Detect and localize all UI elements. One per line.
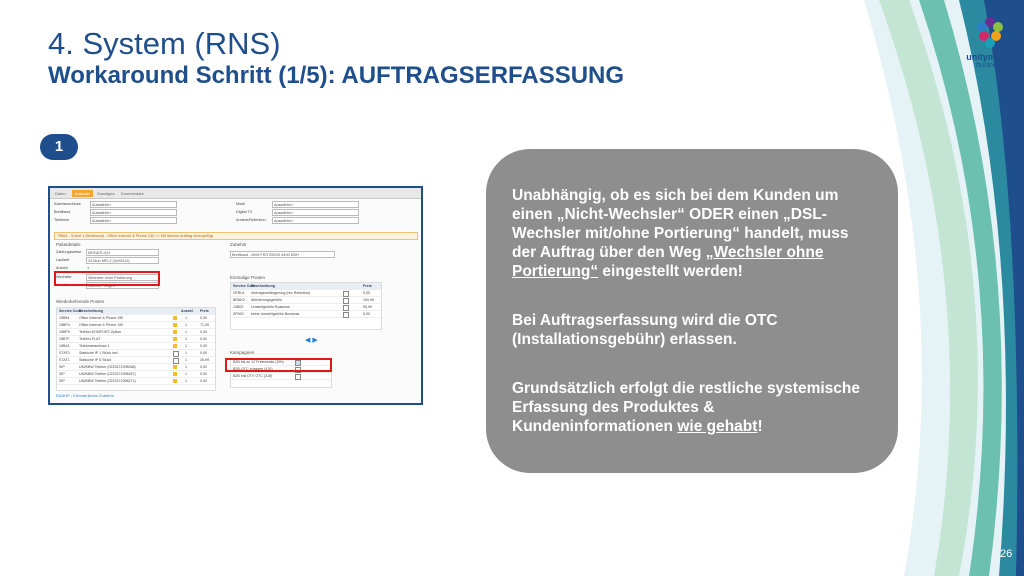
bubble-paragraph-2: Bei Auftragserfassung wird die OTC (Installationsgebühr) erlassen.: [512, 312, 778, 348]
highlight-wechsler: [54, 271, 160, 286]
field-andere-retention[interactable]: Andere/Retention Auswählen: [236, 217, 361, 223]
row-checkbox[interactable]: [343, 312, 349, 318]
table-row[interactable]: 15B00 Umstellgebühr Business 59,99: [231, 304, 381, 311]
wiederkehrende-table: [56, 307, 216, 391]
zubehoer-row[interactable]: Breitband - AVM FRITZ!BOX 6490 KBH: [230, 251, 340, 257]
table-header: Service Code Beschreibung Anzahl Preis: [57, 308, 215, 315]
rns-tab-sonstiges[interactable]: Sonstiges: [97, 191, 115, 196]
table-row[interactable]: 15BA1 Telefonanschluss 1 1 0,00: [57, 343, 215, 350]
paket-row: Zahlungsweise MONATLICH: [56, 249, 156, 255]
table-row[interactable]: 15BP4 Office Internet & Phone 150 1 71,39: [57, 322, 215, 329]
table-row[interactable]: 15B64 Office Internet & Phone 150 1 0,00: [57, 315, 215, 322]
info-bubble: [486, 149, 898, 473]
rns-tab-daten[interactable]: Daten: [55, 191, 66, 196]
paket-row: Anzahl 1: [56, 266, 90, 270]
table-row[interactable]: B2B-OTC erlassen (476): [231, 366, 331, 373]
wechsler-ohne-portierung-highlight: „Wechsler ohne Portierung“: [512, 244, 824, 280]
paket-row: Laufzeit 24 Mon MFL2 (3x00012): [56, 257, 156, 263]
table-row[interactable]: B2B bis zu 12 Freimonate (390): [231, 359, 331, 366]
table-header: Service Code Beschreibung Preis: [231, 283, 381, 290]
rns-tab-auswahl[interactable]: Auswahl: [72, 190, 93, 197]
paket-row: Anschlussart Nummer Liegen: [56, 282, 156, 288]
einmalige-table: [230, 282, 382, 330]
embedded-rns-screenshot: [48, 186, 423, 405]
zubehoer-heading: Zubehör: [230, 242, 247, 247]
field-kabelanschluss[interactable]: Kabelanschluss Auswählen: [54, 201, 179, 207]
table-row[interactable]: SIP UM/KBW Telefon (0223271998267) 1 0,00: [57, 371, 215, 378]
arrow-left-right-icon[interactable]: ◀ ▶: [305, 337, 318, 344]
bubble-paragraph-3: Grundsätzlich erfolgt die restliche systemische Erfassung des Produktes & Kundeninformationen wie gehabt!: [512, 380, 861, 435]
field-breitband[interactable]: Breitband Auswählen: [54, 209, 179, 215]
warning-icon: [173, 372, 177, 376]
table-row[interactable]: STAT1 Statische IP 5 Stück 1 35,99: [57, 357, 215, 364]
step-badge: 1: [40, 134, 78, 160]
paket-heading: Paketdetails: [56, 242, 81, 247]
table-row[interactable]: B2B inkl DTV OTC (318): [231, 373, 331, 380]
table-row[interactable]: 15B7F Telefon-FLAT 1 0,00: [57, 336, 215, 343]
kampagnen-heading: Kampagnen: [230, 350, 255, 355]
wie-gehabt-highlight: wie gehabt: [677, 418, 758, 435]
warning-icon: [173, 323, 177, 327]
wechsler-select[interactable]: Wechsler Wechsler ohne Portierung: [56, 274, 160, 280]
row-checkbox[interactable]: [295, 374, 301, 380]
table-row[interactable]: 15BPV Telefon-KOMFORT-Option 1 0,00: [57, 329, 215, 336]
unitymedia-logo: [960, 12, 1020, 72]
slide-subtitle: Workaround Schritt (1/5): AUFTRAGSERFASSUNG: [48, 62, 625, 89]
warning-icon: [173, 344, 177, 348]
field-digital-tv[interactable]: Digital TV Auswählen: [236, 209, 361, 215]
warning-icon: [173, 330, 177, 334]
highlight-kampagne: [225, 358, 332, 372]
warning-icon: [173, 337, 177, 341]
slide-title: 4. System (RNS): [48, 26, 281, 61]
warning-icon: [173, 316, 177, 320]
warning-icon: [173, 365, 177, 369]
table-row[interactable]: VERL6 Vertragsverlängerung (nur Retention) 0,00: [231, 290, 381, 297]
logo-brand: unitymedia: [966, 52, 1014, 62]
wiederkehrende-heading: Wiederkehrende Posten: [56, 299, 105, 304]
product-bar: 75864 - Sofort 1 (Breitband) - Office Internet & Phone 150 => Mit diesem Auftrag hinzugefügt: [54, 232, 418, 240]
table-row[interactable]: BRAK2 Aktivierungsgebühr 109,99: [231, 297, 381, 304]
bubble-paragraph-1: Unabhängig, ob es sich bei dem Kunden um einen „Nicht-Wechsler“ ODER einen „DSL-Wechsler mit/ohne Portierung“ handelt, muss der Auftrag über den Weg „Wechsler ohne Portierung“ eingestellt werden!: [512, 187, 849, 280]
footer-link[interactable]: EDAHP - Erforderliches Zubehör: [56, 393, 114, 398]
table-row[interactable]: STAT0 Statische IP 1 Stück incl. 1 0,00: [57, 350, 215, 357]
logo-tagline: business: [976, 62, 1004, 69]
table-row[interactable]: SIP UM/KBW Telefon (0223271998268) 1 0,00: [57, 364, 215, 371]
table-row[interactable]: ZP000 keine Umstellgebühr Business 0,00: [231, 311, 381, 318]
rns-tab-bar: [50, 188, 421, 199]
warning-icon: [173, 379, 177, 383]
rns-tab-kommentare[interactable]: Kommentare: [121, 191, 144, 196]
field-mobil[interactable]: Mobil Auswählen: [236, 201, 361, 207]
field-telefonie[interactable]: Telefonie Auswählen: [54, 217, 179, 223]
einmalige-heading: Einmalige Posten: [230, 275, 266, 280]
page-number: 26: [1000, 548, 1013, 560]
table-row[interactable]: SIP UM/KBW Telefon (0223271998271) 1 0,00: [57, 378, 215, 385]
